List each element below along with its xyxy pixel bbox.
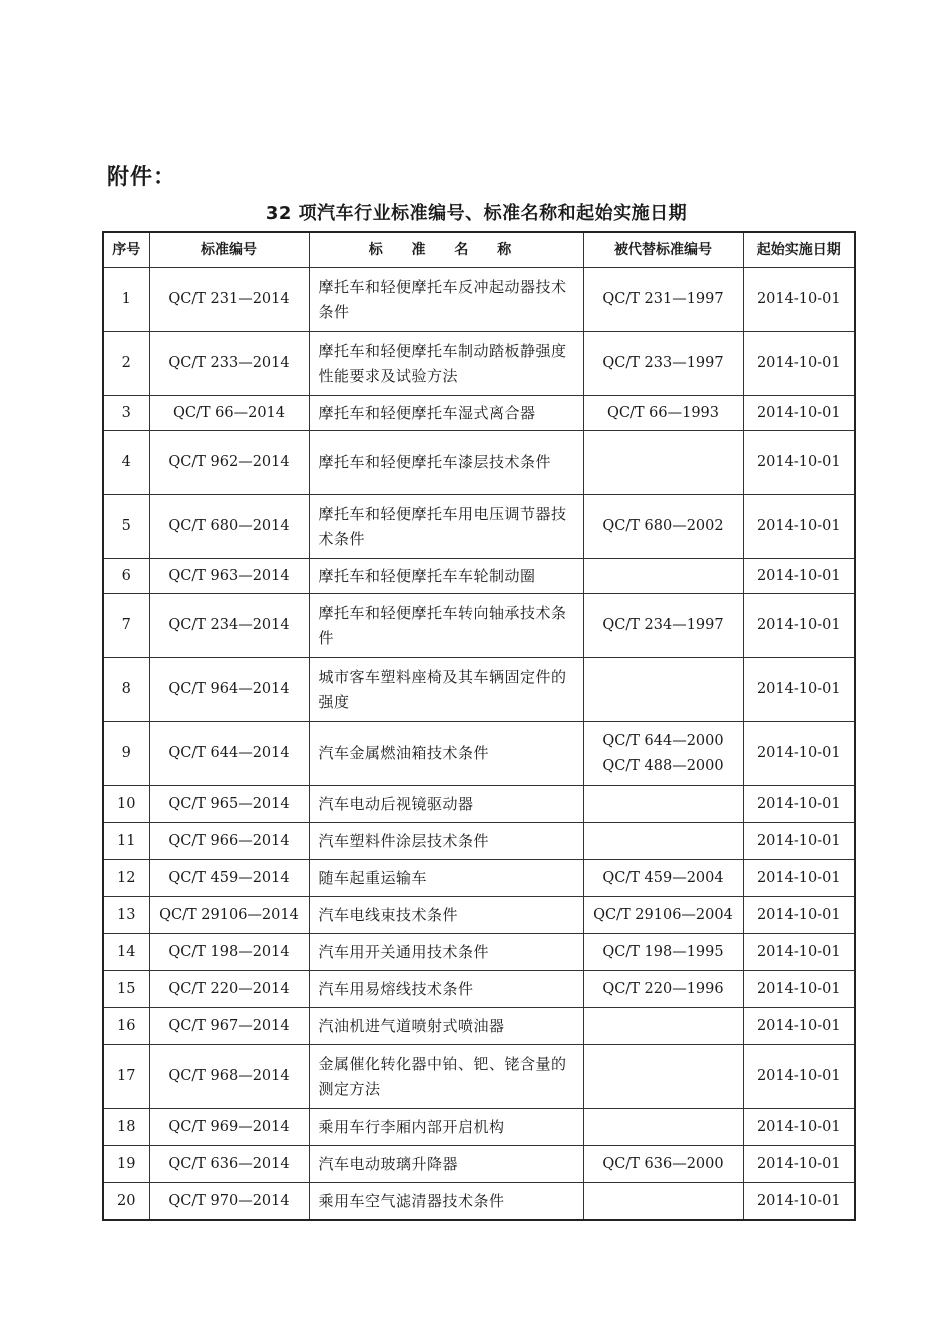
row-index: 9 [103,722,149,786]
replaced-code: QC/T 231—1997 [602,291,724,307]
column-header-date: 起始实施日期 [743,232,855,268]
table-row [103,658,855,722]
row-standard-name: 汽车用开关通用技术条件 [309,934,583,971]
row-standard-name: 汽车用易熔线技术条件 [309,971,583,1008]
table-row [103,722,855,786]
row-standard-name: 摩托车和轻便摩托车漆层技术条件 [309,431,583,495]
row-standard-name: 汽车电动玻璃升降器 [309,1146,583,1183]
table-row [103,495,855,559]
row-index: 14 [103,934,149,971]
row-effective-date: 2014-10-01 [743,1008,855,1045]
row-replaced-codes [583,1109,743,1146]
row-effective-date: 2014-10-01 [743,722,855,786]
row-replaced-codes [583,594,743,658]
row-standard-name: 乘用车行李厢内部开启机构 [309,1109,583,1146]
column-header-code: 标准编号 [149,232,309,268]
table-row [103,934,855,971]
row-index: 11 [103,823,149,860]
row-standard-code: QC/T 965—2014 [149,786,309,823]
row-effective-date: 2014-10-01 [743,860,855,897]
attachment-label: 附件： [107,165,177,190]
row-effective-date: 2014-10-01 [743,1109,855,1146]
row-index: 1 [103,268,149,332]
row-standard-name: 汽车电线束技术条件 [309,897,583,934]
row-effective-date: 2014-10-01 [743,495,855,559]
row-standard-code: QC/T 964—2014 [149,658,309,722]
row-standard-code: QC/T 66—2014 [149,396,309,431]
row-replaced-codes [583,860,743,897]
table-row [103,860,855,897]
row-replaced-codes [583,1008,743,1045]
row-effective-date: 2014-10-01 [743,658,855,722]
row-index: 10 [103,786,149,823]
row-effective-date: 2014-10-01 [743,786,855,823]
row-index: 16 [103,1008,149,1045]
row-index: 17 [103,1045,149,1109]
row-replaced-codes [583,1146,743,1183]
row-index: 3 [103,396,149,431]
replaced-code: QC/T 459—2004 [602,869,724,886]
replaced-code: QC/T 220—1996 [602,980,724,997]
row-effective-date: 2014-10-01 [743,1045,855,1109]
row-standard-name: 金属催化转化器中铂、钯、铑含量的测定方法 [309,1045,583,1109]
row-standard-name: 摩托车和轻便摩托车湿式离合器 [309,396,583,431]
row-effective-date: 2014-10-01 [743,559,855,594]
column-header-index: 序号 [103,232,149,268]
row-standard-code: QC/T 231—2014 [149,268,309,332]
replaced-code: QC/T 488—2000 [602,757,724,774]
row-standard-name: 随车起重运输车 [309,860,583,897]
row-replaced-codes [583,1183,743,1221]
row-index: 18 [103,1109,149,1146]
row-effective-date: 2014-10-01 [743,268,855,332]
row-effective-date: 2014-10-01 [743,1183,855,1221]
row-standard-code: QC/T 220—2014 [149,971,309,1008]
row-replaced-codes [583,396,743,431]
row-index: 13 [103,897,149,934]
row-standard-code: QC/T 680—2014 [149,495,309,559]
row-index: 20 [103,1183,149,1221]
table-body [103,268,855,1221]
column-header-replaced: 被代替标准编号 [583,232,743,268]
row-standard-code: QC/T 966—2014 [149,823,309,860]
row-effective-date: 2014-10-01 [743,934,855,971]
row-index: 2 [103,332,149,396]
row-replaced-codes [583,722,743,786]
row-index: 19 [103,1146,149,1183]
row-standard-name: 摩托车和轻便摩托车制动踏板静强度性能要求及试验方法 [309,332,583,396]
replaced-code: QC/T 29106—2004 [593,906,733,923]
row-effective-date: 2014-10-01 [743,897,855,934]
row-replaced-codes [583,431,743,495]
row-index: 15 [103,971,149,1008]
row-index: 6 [103,559,149,594]
row-replaced-codes [583,786,743,823]
row-effective-date: 2014-10-01 [743,396,855,431]
replaced-code: QC/T 198—1995 [602,943,724,960]
row-standard-code: QC/T 962—2014 [149,431,309,495]
table-row [103,1146,855,1183]
table-row [103,268,855,332]
row-replaced-codes [583,934,743,971]
table-row [103,1008,855,1045]
table-row [103,431,855,495]
replaced-code: QC/T 644—2000 [602,732,724,749]
row-replaced-codes [583,332,743,396]
column-header-name: 标 准 名 称 [309,232,583,268]
row-standard-name: 摩托车和轻便摩托车用电压调节器技术条件 [309,495,583,559]
table-header-row [103,232,855,268]
table-row [103,1183,855,1221]
row-effective-date: 2014-10-01 [743,823,855,860]
row-standard-code: QC/T 969—2014 [149,1109,309,1146]
row-replaced-codes [583,559,743,594]
row-replaced-codes [583,495,743,559]
row-standard-name: 汽车电动后视镜驱动器 [309,786,583,823]
row-standard-code: QC/T 967—2014 [149,1008,309,1045]
row-index: 5 [103,495,149,559]
row-index: 12 [103,860,149,897]
row-standard-code: QC/T 233—2014 [149,332,309,396]
replaced-code: QC/T 66—1993 [607,404,719,421]
row-standard-name: 乘用车空气滤清器技术条件 [309,1183,583,1221]
table-row [103,1109,855,1146]
row-effective-date: 2014-10-01 [743,332,855,396]
row-standard-name: 摩托车和轻便摩托车反冲起动器技术条件 [309,268,583,332]
row-replaced-codes [583,971,743,1008]
standards-table [102,231,856,1221]
row-standard-name: 摩托车和轻便摩托车转向轴承技术条件 [309,594,583,658]
table-row [103,396,855,431]
row-standard-name: 汽车塑料件涂层技术条件 [309,823,583,860]
table-row [103,971,855,1008]
row-standard-code: QC/T 644—2014 [149,722,309,786]
row-effective-date: 2014-10-01 [743,1146,855,1183]
row-standard-code: QC/T 29106—2014 [149,897,309,934]
row-replaced-codes [583,1045,743,1109]
table-row [103,786,855,823]
table-row [103,594,855,658]
replaced-code: QC/T 636—2000 [602,1155,724,1172]
table-row [103,823,855,860]
row-index: 7 [103,594,149,658]
row-replaced-codes [583,897,743,934]
row-effective-date: 2014-10-01 [743,971,855,1008]
row-standard-code: QC/T 636—2014 [149,1146,309,1183]
row-standard-code: QC/T 968—2014 [149,1045,309,1109]
row-standard-code: QC/T 963—2014 [149,559,309,594]
document-title: 32 项汽车行业标准编号、标准名称和起始实施日期 [265,203,688,224]
row-standard-code: QC/T 198—2014 [149,934,309,971]
table-row [103,559,855,594]
row-replaced-codes [583,823,743,860]
replaced-code: QC/T 233—1997 [602,355,724,371]
row-effective-date: 2014-10-01 [743,594,855,658]
row-index: 8 [103,658,149,722]
row-standard-code: QC/T 459—2014 [149,860,309,897]
row-standard-name: 城市客车塑料座椅及其车辆固定件的强度 [309,658,583,722]
replaced-code: QC/T 680—2002 [602,518,724,534]
row-standard-code: QC/T 970—2014 [149,1183,309,1221]
row-effective-date: 2014-10-01 [743,431,855,495]
row-standard-code: QC/T 234—2014 [149,594,309,658]
table-row [103,897,855,934]
row-replaced-codes [583,658,743,722]
row-standard-name: 摩托车和轻便摩托车车轮制动圈 [309,559,583,594]
row-standard-name: 汽车金属燃油箱技术条件 [309,722,583,786]
row-replaced-codes [583,268,743,332]
replaced-code: QC/T 234—1997 [602,617,724,633]
table-row [103,1045,855,1109]
row-index: 4 [103,431,149,495]
row-standard-name: 汽油机进气道喷射式喷油器 [309,1008,583,1045]
table-row [103,332,855,396]
